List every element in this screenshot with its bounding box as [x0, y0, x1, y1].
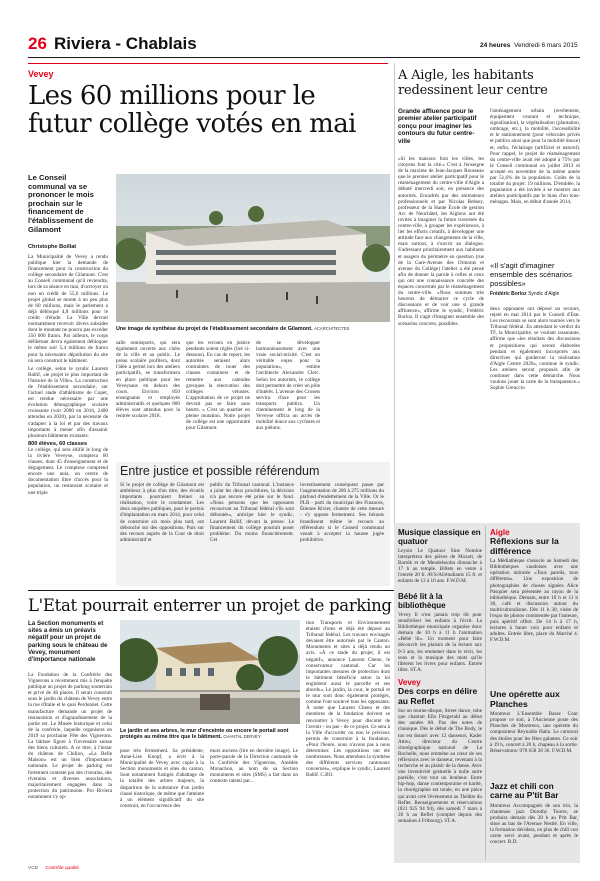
- sidebar-reflet: [398, 678, 482, 856]
- college-rendering-illustration: [116, 174, 390, 322]
- bebe-headline: Bébé lit à la bibliothèque: [398, 592, 446, 610]
- main-lede: Le Conseil communal va se prononcer le mois prochain sur le financement de l'établissement de Gilamont: [28, 173, 94, 234]
- sidebar-jazz: [490, 782, 578, 859]
- parking-body-col3: murs anciens (lire en dernière image). Le porte-parole de la Direction cantonale de la Confrérie des Vignerons, Amédée Monachon, au nom de sa Section monuments et sites (SMS) a fait dans un contexte ralenti par...: [210, 748, 298, 785]
- main-body-p1: La Municipalité de Vevey a rendu publique hier la demande de financement pour la construction du collège secondaire de Gilamont. C'est au Conseil communal qu'il reviendra, lors de sa séance en mai, d'octroyer ou non un crédit de 55,6 millions. Le projet global se monte à un peu plus de 60 millions, mais le parlement a déjà débloqué 4,8 millions pour le crédit d'étude. La Ville devrait normalement recevoir divers subsides dont le montant ne pourra pas excéder 350 000 francs. Par ailleurs, le corps délibérant devra également débloquer le même soir 5,4 millions de francs pour la nécessaire dépollution du site où sera construit le bâtiment.: [28, 254, 108, 364]
- chateau-garden-illustration: [120, 620, 300, 724]
- paper-name: 24 heures: [480, 42, 511, 49]
- parking-body-col4-visible: tion Transports et Environnement étaient d'ores et déjà été déposé au Tribunal fédéral. Les travaux envisagés devaient être autorisés par le Canton. Monuments et sites a déjà rendu un avis. «À ce stade du projet, il est négatif», annonce Laurent Chenu, le conservateur cantonal. Car les importantes mesures de protection dont le bâtiment bénéficie selon la loi englobent aussi le parcelle et ses abords.» Le jardin, la cour, le portail et le mur sont donc également protégés, comme l'ont soulevé tous les opposants. À noter que Laurent Chenu et des membres de la fondation doivent se rencontrer à Vevey pour discuter de l'avenir - ou pas - de ce projet. Ce sera à la Ville d'accorder ou non le précieux permis de construire à la fondation. «Pour l'heure, nous n'avons pas à nous déterminer. Les oppositions ont été nombreuses. Nous attendons la synthèse des différents services cantonaux concernés», explique le syndic, Laurent Ballif. C.BO.: [306, 620, 390, 779]
- main-photo-credit: ACARCHITECTES: [314, 326, 350, 331]
- main-body-p2: Le collège, selon le syndic Laurent Ballif, «le projet le plus important de l'histoire de la Ville». La construction de l'établissement secondaire, sur l'actuel stade d'athlétisme de Copet, est rendue nécessaire par une évolution démographique scolaire croissante (voir 2000 en 2016, 2400 attendus en 2020), par la nécessité de s'adapter à la loi et par des travaux importants à mener afin d'assainir plusieurs bâtiments existants.: [28, 365, 108, 439]
- main-photo-caption: [116, 326, 390, 332]
- aigle-col2: l'aménagement urbain (revêtement, équipement courant et technique, signalisation), la végétalisation (plantation, ombrage, etc.), la mobilité, l'accessibilité et le stationnement (pour véhicules privés et publics ainsi que pour la mobilité douce) et, enfin, l'éclairage (artificiel et naturel). Pour rappel, le projet de réaménagement du centre-ville avait été adopté à 75% par le Conseil communal en juillet 2013 et accepté en novembre de la même année par 51,6% de la population. Coûts de la totalité du projet: 19 millions. D'emblée, la population a été invitée à se montrer aux ateliers participatifs par le biais d'un tous-ménages. Mais, en début d'année 2014,: [490, 108, 580, 206]
- bebe-body: Vevey Il n'est jamais trop tôt pour sensibiliser les enfants à l'écrit. La Bibliothèque municipale organise donc demain de 10 h à 11 h l'animation «Bébé lit». Un moment pour faire découvrir les plaisirs de la lecture aux 0-3 ans, les emmener dans le récit, les sons et la musique des mots qu'ils libèrent les livres pour enfants. Entrée libre. ST.A.: [398, 612, 482, 673]
- aigle-headline-line2: redessinent leur centre: [398, 83, 548, 98]
- jazz-body: Montreux Accompagnés de son trio, la chanteuse jazz Dorothy Tourre, se produira demain dès 20 h au P'tit Bar, situé au bas de l'Avenue Nestlé. En ville, la formation décidera, en plus de chili con carne servi avant, pendant et après le concert. R.D.: [490, 802, 578, 846]
- sidebar-music: [398, 528, 482, 592]
- main-author: Christophe Boillat: [28, 244, 77, 250]
- parking-body-col1: La Fondation de la Confrérie des Vignerons a récemment mis à l'enquête publique un projet de parking souterrain et privé de 48 places. Il serait construit sous le jardin du château de Vevey entre la rue d'Italie et le quai Perdonnet. Cette manufacture demande un projet de restauration et d'agrandissement de la partie est. Le Musée historique et celui de la confrérie, laquelle organisera en 2019 sa prochaine Fête des Vignerons. La bâtisse figure à l'inventaire suisse des biens culturels. A ce titre, à l'instar du château de Chillon, «La Belle Maison» est un bien d'importance nationale. Le projet de parking est fortement contesté par des riverains, des riverains et diverses associations, majoritairement engagées dans la protection du patrimoine. Pro Riviera notamment s'y op-: [28, 672, 112, 800]
- main-kicker: Vevey: [28, 69, 54, 79]
- sub-headline: Entre justice et possible référendum: [120, 464, 320, 478]
- aigle-lede: Grande affluence pour le premier atelier participatif conçu pour imaginer les contours du futur centre-ville: [398, 108, 477, 145]
- aigle-col1: «Si les maisons font les villes, les citoyens font la cité.» C'est à l'enseigne de la maxime de Jean-Jacques Rousseau que le premier atelier participatif pour le réaménagement du centre-ville d'Aigle a débuté mercredi soir, en présence des autorités. Encadrés par des animateurs professionnels et par Nicolas Rebsey, professeur de la Haute École de gestion Arc de Neuchâtel, les Aiglons ont été invités à imaginer la future traversée du centre-ville, à grouper les expériences, à lier les efforts créatifs, à développer une attitude face aux changements de la ville, mais surtout, à s'ouvrir au dialogue. S'adressant prioritairement aux habitants et usagers du périmètre en question (rue de la Gare-Avenue des Ormonts et avenue du Collège) l'atelier a été pensé afin de donner la parole à celles et ceux qui ont une connaissance concrète des espaces concernés par le réaménagement du centre-ville. «Nous sommes très heureux de démarrer ce cycle de discussions et de voir une si grande affluence», affirme le syndic, Frédéric Borloz. Il s'agit d'imaginer ensemble des scénarios concrets, possibles.: [398, 156, 484, 327]
- main-headline-line2: futur collège votés en mai: [28, 109, 356, 139]
- music-body: Leysin Le Quatuor Sine Nomine interprétera des pièces de Mozart, de Bartók et de Mendelssohn dimanche à 17 h au temple. Billets en vente à l'entrée 20 fr. AVS/AI/étudiants 15 fr. et enfants de 12 à 16 ans. F.W.D.M.: [398, 548, 482, 585]
- page-header: [28, 34, 580, 56]
- aigle-side-body: La Médiathèque s'associe au Samedi des Bibliothèques vaudoises avec une opération intitulée «Tous pareils, tous différents». Une exposition de photographies de choses signées Alice Pasquier sera présentée au rayon de la bibliothèque. Demain, entre 10 h et 11 h 30, café et discussion autour du multiculturalisme. Dès 11 h 30, visite de l'expo de photos commentée par l'auteure, puis apéritif offert. De 14 h à 17 h, lectures à haute voix pour enfants et adultes. Entrée libre, place du Marché 4. F.W.D.M.: [490, 558, 578, 644]
- parking-body-col2: pose très fermement. Sa présidente, Anne-Lise Knopf, a écrit à la Municipalité de Vevey avec copie à la Section monuments et sites du canton. Sont notamment fustigés d'abattage de la totalité des arbres majeurs, la disparition de la substance d'un jardin classé historique, de même que l'atteinte à un élément significatif du site construit, en l'occurrence des: [120, 748, 204, 809]
- operette-headline: Une opérette aux Planches: [490, 689, 560, 709]
- parking-headline: L'Etat pourrait enterrer un projet de parking: [28, 596, 392, 615]
- main-body-col4: de se développer harmonieusement avec une vraie social-mixité. C'est un véritable enjeu pour la population», estime l'architecte Alexandre Clerc. Selon les autorités, le collège doit permettre de créer un pôle d'intérêt. L'avenue des Crosets servira d'axe pour les transports publics. Un cheminement le long de la Veveyse offrira un accès de mobilité douce aux cyclistes et aux piétons.: [256, 340, 320, 432]
- footer-code: VCD: [28, 866, 39, 871]
- sidebar-divider: [485, 526, 486, 860]
- sub-col1: Si le projet de collège de Gilamont est ambitieux à plus d'un titre, des écueils importants pourraient freiner sa réalisation, voire le condamner. Les deux enquêtes publiques, pour le permis d'implantation en mars 2014, pour celui de construire six mois plus tard, ont débouché sur des oppositions. Puis sur des recours auprès de la Cour de droit administratif et: [120, 482, 204, 543]
- main-body-col3: que les recours en justice pendants soient réglés (lire ci-dessous). En cas de report, les autorités seraient alors contraintes de louer des classes containers et de remettre aux calendes grecques la rénovation des collèges vétustes. L'approbation de ce projet ne devrait pas se faire sans heurts. « C'est un quartier en pleine mutation. Notre projet de collège est une opportunité pour Gilamont.: [186, 340, 250, 432]
- aigle-quote-author: Frédéric Borloz: [490, 291, 527, 298]
- music-headline: Musique classique en quatuor: [398, 528, 481, 546]
- operette-body: Montreux L'Ensemble Basse Cour propose ce soir, à l'Ancienne poste des Planches de Montreux, une opérette du compositeur Reynaldo Hahn. Le carnaval des étoiles pour les fêtes galantes. Ce soir à 19 h, concert à 20 h, chapeau à la sortie. Réservations: 078 658 28 36. F.W.D.M.: [490, 711, 578, 754]
- aigle-side-headline: Réflexions sur la différence: [490, 536, 559, 556]
- chateau-photo-caption: [120, 728, 300, 741]
- main-body-col1: [28, 254, 108, 584]
- kicker-bar: [28, 63, 388, 64]
- main-body-p3: Le collège, qui sera édifié le long de la rivière Veveyse, comptera 60 classes, dont 45 d'enseignement et de dégagement. Le complexe comprend encore une aula, un centre de documentation libre d'accès pour la population, un restaurant scolaire et une triple: [28, 446, 108, 496]
- main-headline-line1: Les 60 millions pour le: [28, 81, 316, 111]
- main-photo-caption-text: Une image de synthèse du projet de l'établissement secondaire de Gilamont.: [116, 326, 313, 332]
- issue-date: Vendredi 6 mars 2015: [514, 42, 578, 49]
- main-body-col2: salle omnisports, qui sera également ouverte aux clubs de la ville et au public. Le préau scolaire profitera, dont l'idée a germé lors des ateliers participatifs, se transformera en place publique pour les Veveysans en dehors des cours. Environ 850 enseignants et employés administratifs et quelques 800 élèves sont attendus pour la rentrée scolaire 2018.: [116, 340, 180, 420]
- footer: [28, 866, 79, 871]
- aigle-quote-text: «Il s'agit d'imaginer ensemble des scénarios possibles»: [490, 261, 572, 288]
- sidebar-bebe: [398, 592, 482, 686]
- reflet-kicker: Vevey: [398, 678, 421, 687]
- aigle-side-kicker: Aigle: [490, 528, 510, 537]
- college-rendering-photo: [116, 174, 390, 322]
- chateau-photo: [120, 620, 300, 724]
- sub-col2: public du Tribunal cantonal. L'instance a joint les deux procédures, la décision n'a pas encore été prise sur le fond. «Nous pensons que les opposants recourront au Tribunal fédéral s'ils sont déboutés», anticipe hier le syndic, Laurent Ballif, devant la presse. Le financement du collège pourrait poser problème. Du moins financièrement. Cet: [210, 482, 294, 543]
- jazz-headline: Jazz et chili con carne au P'tit Bar: [490, 781, 559, 801]
- aigle-headline: [398, 68, 580, 98]
- chateau-photo-credit: CHANTAL DERVEY: [223, 734, 261, 740]
- sub-col3: investissement conséquent passe par l'augmentation de 200 à 275 millions du plafond d'endettement de la Ville. Or le PLR - parti du municipal des Finances, Étienne Rivier, chantre de cette mesure - s'y oppose fermement. Ses hérauts brandissent même le recours au référendum si le Conseil communal venait à accepter la hausse jugée prohibitive.: [300, 482, 384, 543]
- parking-lede: La Section monuments et sites a émis un préavis négatif pour un projet de parking sous le château de Vevey, monument d'importance nationale: [28, 620, 108, 664]
- chateau-caption-text: Le jardin et ses arbres, le mur d'enceinte ou encore le portail sont protégés au même titre que le bâtiment.: [120, 728, 289, 741]
- section-title: Riviera - Chablais: [54, 34, 197, 53]
- page-number: 26: [28, 34, 47, 53]
- aigle-quote: [490, 262, 580, 297]
- right-column-divider: [394, 63, 395, 523]
- aigle-quote-attribution: [490, 291, 580, 297]
- aigle-col2b: deux opposants ont déposé un recours, rejeté en mai 2014 par le Conseil d'État. Les recourants se sont alors tournés vers le Tribunal fédéral. En attendant le verdict du TF, la Municipalité, se voulant rassurante, affirme que «les résultats des discussions et propositions qui seront élaborées pendant et également incorporés aux directives qui guideront la réalisation d'Aigle Centre 2020», continue le syndic. Les ateliers seront proposés afin de continuer dans cette démarche. Nous voulons jouer la carte de la transparence.» Sophie Greuccio: [490, 306, 580, 392]
- aigle-quote-role: Syndic d'Aigle: [528, 291, 560, 298]
- reflet-headline: Des corps en délire au Reflet: [398, 686, 478, 706]
- main-subhead: 800 élèves, 60 classes: [28, 440, 88, 447]
- reflet-body: Sur un tourne-disque, Street dance, tube que chantait Ella Fitzgerald au début des années 80. Pas des notes de classique. Dès le début de The Body, le ton est donné: avec 12 danseurs, Kader Attou, directeur du Centre chorégraphique national de La Rochelle, nous emmène au cœur de ses réflexions avec le danseur, revenant à la recherche et au plaisir de la danse. Avec une inventivité gestuelle à nulle autre pareille, c'est tout un bonheur. Entre hip-hop, danse contemporaine et karité, la chorégraphie est totale, en une pièce qui avait créé l'événement au Théâtre du Reflet. Renseignements et réservations (021 925 94 94), dès samedi 7 mars à 20 h au Reflet (complet depuis des semaines à Fribourg). ST.A.: [398, 708, 482, 824]
- aigle-headline-line1: A Aigle, les habitants: [398, 68, 534, 83]
- sidebar-aigle: [490, 528, 578, 690]
- main-headline: [28, 82, 390, 138]
- header-rule: [28, 57, 580, 58]
- sidebar-operette: [490, 690, 578, 771]
- footer-brand: Contrôle qualité: [45, 866, 80, 871]
